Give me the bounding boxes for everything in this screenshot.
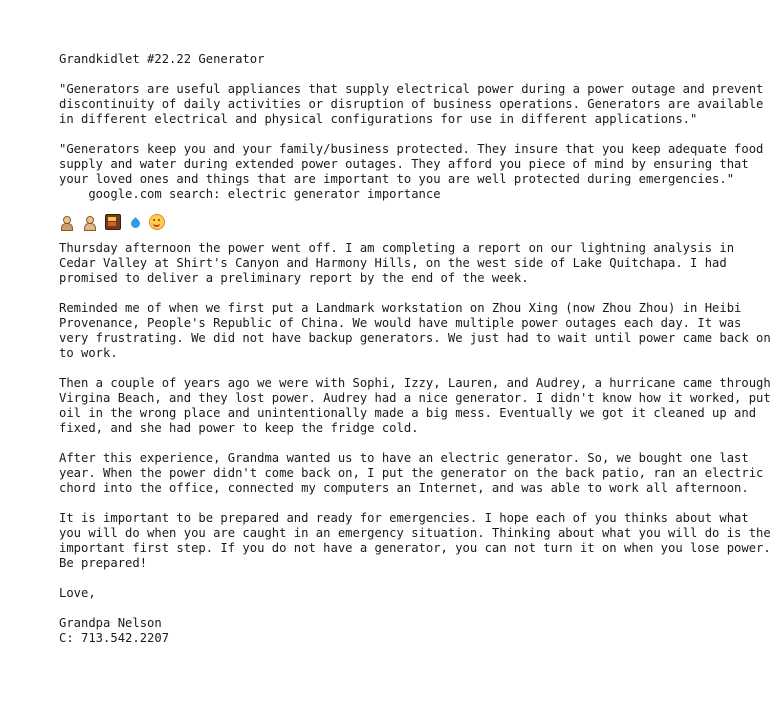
paragraph-1 [59, 241, 759, 286]
quote-source: google.com search: electric generator importance [59, 187, 441, 201]
closing: Love, [59, 586, 96, 600]
text-line: After this experience, Grandma wanted us to have an electric generator. So, we bought one last [59, 451, 749, 465]
text-line: "Generators keep you and your family/business protected. They insure that you keep adequate food [59, 142, 764, 156]
text-line: your loved ones and things that are important to you are well protected during emergencies." [59, 172, 735, 186]
document-body [59, 52, 771, 646]
text-line: It is important to be prepared and ready for emergencies. I hope each of you thinks about what [59, 511, 749, 525]
text-line: Then a couple of years ago we were with Sophi, Izzy, Lauren, and Audrey, a hurricane came through [59, 376, 771, 390]
signature: Grandpa Nelson [59, 616, 162, 630]
text-line: to work. [59, 346, 118, 360]
text-line: discontinuity of daily activities or disruption of business operations. Generators are available [59, 97, 764, 111]
paragraph-5 [59, 511, 771, 571]
paragraph-4 [59, 451, 764, 496]
text-line: Provenance, People's Republic of China. We would have multiple power outages each day. It was [59, 316, 742, 330]
phone-number: C: 713.542.2207 [59, 631, 170, 645]
text-line: promised to deliver a preliminary report by the end of the week. [59, 271, 529, 285]
text-line: Be prepared! [59, 556, 148, 570]
paragraph-3 [59, 376, 771, 436]
text-line: in different electrical and physical configurations for use in different applications." [59, 112, 698, 126]
text-line: "Generators are useful appliances that supply electrical power during a power outage and prevent [59, 82, 764, 96]
text-line: Virgina Beach, and they lost power. Audrey had a nice generator. I didn't know how it worked, put [59, 391, 771, 405]
text-line: fixed, and she had power to keep the fridge cold. [59, 421, 419, 435]
person-icon [59, 215, 73, 229]
emoji-row [59, 211, 759, 233]
text-line: supply and water during extended power outages. They afford you piece of mind by ensuring that [59, 157, 749, 171]
text-line: oil in the wrong place and unintentionally made a big mess. Eventually we got it cleaned up and [59, 406, 757, 420]
text-line: Thursday afternoon the power went off. I am completing a report on our lightning analysis in [59, 241, 735, 255]
smiling-face-icon [149, 214, 165, 230]
person-icon [82, 215, 96, 229]
text-line: year. When the power didn't come back on, I put the generator on the back patio, ran an electric [59, 466, 764, 480]
text-line: you will do when you are caught in an emergency situation. Thinking about what you will do is the [59, 526, 771, 540]
text-line: Reminded me of when we first put a Landmark workstation on Zhou Xing (now Zhou Zhou) in Heibi [59, 301, 742, 315]
document-title: Grandkidlet #22.22 Generator [59, 52, 265, 66]
paragraph-2 [59, 301, 771, 361]
calendar-grid-icon [105, 214, 121, 230]
text-line: important first step. If you do not have a generator, you can not turn it on when you lose power. [59, 541, 771, 555]
quote-paragraph-2 [59, 142, 764, 202]
text-line: chord into the office, connected my computers an Internet, and was able to work all afternoon. [59, 481, 749, 495]
quote-paragraph-1 [59, 82, 764, 127]
text-line: Cedar Valley at Shirt's Canyon and Harmony Hills, on the west side of Lake Quitchapa. I had [59, 256, 727, 270]
water-drop-icon [130, 216, 140, 229]
text-line: very frustrating. We did not have backup generators. We just had to wait until power came back on [59, 331, 771, 345]
